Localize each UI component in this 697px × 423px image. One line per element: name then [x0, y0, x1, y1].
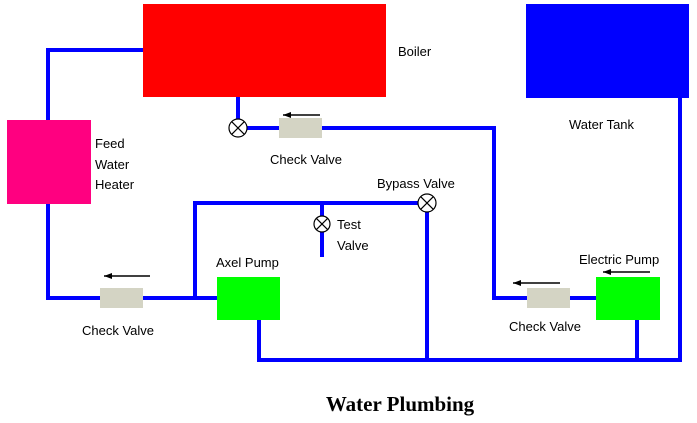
electric-pump — [596, 277, 660, 320]
boiler — [143, 4, 386, 97]
water-tank — [526, 4, 689, 98]
axel-pump — [217, 277, 280, 320]
electric-pump-flow-arrow — [603, 269, 650, 275]
test-valve-label-line1: Test — [337, 217, 361, 232]
pipe-boiler-to-heater — [48, 50, 143, 120]
boiler-label: Boiler — [398, 44, 432, 59]
check-valve-body — [100, 288, 143, 308]
check-valve-top — [279, 112, 322, 138]
boiler-valve — [229, 119, 247, 137]
arrowhead-icon — [104, 273, 112, 279]
check-valve-body — [527, 288, 570, 308]
water-tank-label: Water Tank — [569, 117, 635, 132]
arrowhead-icon — [603, 269, 611, 275]
feed-water-heater-label-line3: Heater — [95, 177, 135, 192]
check-valve-left — [100, 273, 150, 308]
test-valve-label-line2: Valve — [337, 238, 369, 253]
check-valve-left-label: Check Valve — [82, 323, 155, 338]
check-valve-right-label: Check Valve — [509, 319, 582, 334]
arrowhead-icon — [513, 280, 521, 286]
feed-water-heater-label-line2: Water — [95, 157, 130, 172]
electric-pump-label: Electric Pump — [579, 252, 660, 267]
feed-water-heater — [7, 120, 91, 204]
axel-pump-label: Axel Pump — [216, 255, 279, 270]
test-valve — [314, 216, 330, 232]
diagram-title: Water Plumbing — [325, 392, 475, 416]
check-valve-top-label: Check Valve — [270, 152, 343, 167]
feed-water-heater-label-line1: Feed — [95, 136, 125, 151]
pipe-heater-to-left-check — [48, 204, 100, 298]
bypass-valve-label: Bypass Valve — [377, 176, 455, 191]
arrowhead-icon — [283, 112, 291, 118]
check-valve-right — [513, 280, 570, 308]
bypass-valve — [418, 194, 436, 212]
pipe-top-check-to-right — [322, 128, 527, 298]
check-valve-body — [279, 118, 322, 138]
